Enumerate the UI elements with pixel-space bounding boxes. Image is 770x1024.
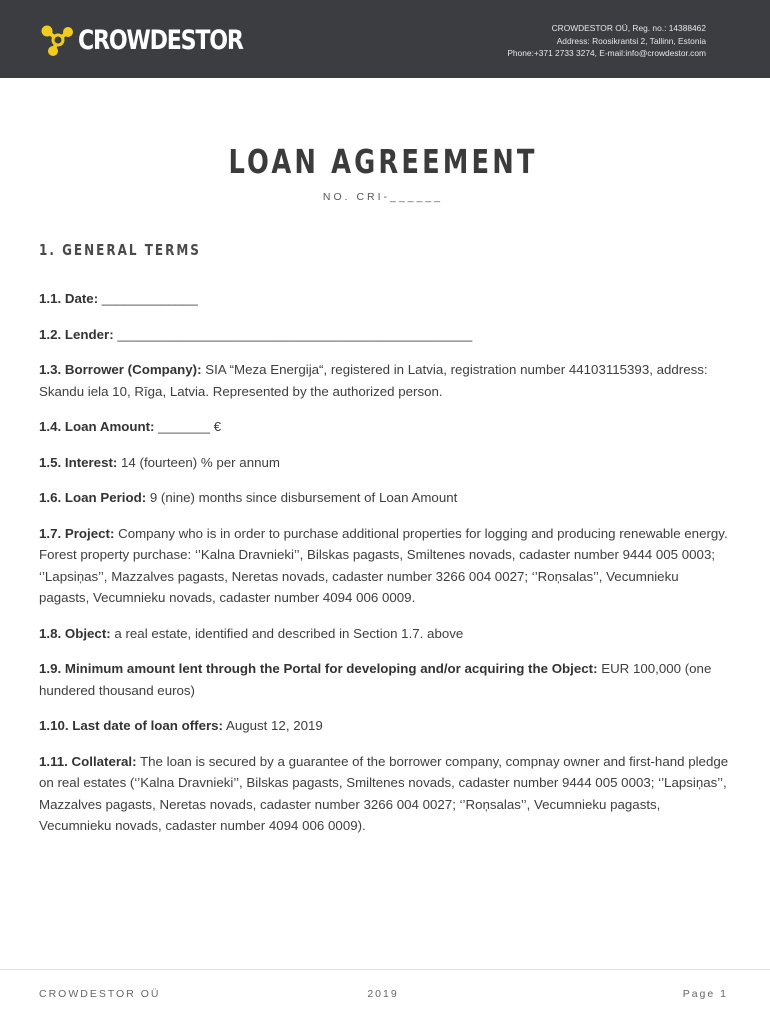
footer-page-number: Page 1 [682, 988, 728, 1000]
page-header [0, 0, 770, 78]
term-text: Company who is in order to purchase additional properties for logging and producing renewable energy. Forest property purchase: ‘’Kalna Dravnieki’’, Bilskas pagasts, Smiltenes novads, cadaster number 9444 005 0003; ‘’Lapsiņas’’, Mazzalves pagasts, Neretas novads, cadaster number 3266 004 0027; ‘’Roņsalas’’, Vecumnieku pagasts, Vecumnieku novads, cadaster number 4094 006 0009. [39, 525, 728, 605]
term-label: 1.4. Loan Amount: [39, 419, 155, 434]
term-loan-period [39, 487, 729, 509]
term-text: August 12, 2019 [222, 718, 323, 733]
molecule-icon [38, 22, 74, 58]
company-address: Address: Roosikrantsi 2, Tallinn, Estonia [556, 35, 706, 46]
term-object [39, 623, 729, 645]
term-label: 1.6. Loan Period: [39, 490, 147, 505]
term-text: _____________ [98, 291, 198, 306]
general-terms-list [39, 288, 729, 851]
term-loan-amount [39, 416, 729, 438]
term-text: a real estate, identified and described in Section 1.7. above [110, 625, 464, 641]
term-text: EUR 100,000 (one hundered thousand euros) [39, 661, 712, 698]
term-label: 1.11. Collateral: [39, 753, 137, 769]
term-label: 1.8. Object: [39, 625, 111, 641]
term-minimum-amount [39, 658, 729, 701]
term-label: 1.2. Lender: [39, 326, 114, 342]
term-lender [39, 324, 729, 346]
logo-text: CROWDESTOR [78, 24, 243, 56]
company-info [507, 22, 706, 60]
term-label: 1.5. Interest: [39, 454, 118, 470]
term-text: _______ € [154, 419, 222, 434]
agreement-number: NO. CRI-______ [322, 191, 444, 203]
document-title: LOAN AGREEMENT [228, 142, 538, 181]
term-collateral [39, 751, 729, 837]
footer-year: 2019 [367, 988, 399, 1000]
term-last-date [39, 715, 729, 737]
term-borrower [39, 359, 729, 402]
term-interest [39, 452, 729, 474]
term-label: 1.1. Date: [39, 291, 99, 306]
term-text: The loan is secured by a guarantee of the borrower company, compnay owner and first-hand pledge on real estates (‘’Kalna Dravnieki’’, Bilskas pagasts, Smiltenes novads, cadaster number 9444 005 0003; ‘’Lapsiņas’’, Mazzalves pagasts, Neretas novads, cadaster number 3266 004 0027; ‘’Roņsalas’’, Vecumnieku pagasts, Vecumnieku novads, cadaster number 4094 006 0009). [39, 753, 729, 833]
term-text: ________________________________________________ [113, 326, 473, 342]
term-label: 1.10. Last date of loan offers: [39, 718, 223, 733]
term-label: 1.9. Minimum amount lent through the Portal for developing and/or acquiring the Object: [39, 661, 598, 676]
term-label: 1.3. Borrower (Company): [39, 362, 202, 377]
footer-divider [0, 969, 770, 970]
term-text: 9 (nine) months since disbursement of Loan Amount [146, 490, 458, 505]
term-project [39, 523, 729, 609]
company-registration: CROWDESTOR OÜ, Reg. no.: 14388462 [551, 23, 706, 33]
section-heading: 1. GENERAL TERMS [39, 241, 201, 259]
term-text: SIA “Meza Energija“, registered in Latvia, registration number 44103115393, address: Skandu iela 10, Rīga, Latvia. Represented by the authorized person. [39, 362, 708, 399]
term-label: 1.7. Project: [39, 525, 115, 541]
company-contact: Phone:+371 2733 3274, E-mail:info@crowdestor.com [507, 48, 706, 58]
footer-company: CROWDESTOR OÜ [39, 988, 161, 1000]
term-text: 14 (fourteen) % per annum [117, 454, 280, 470]
crowdestor-logo [38, 22, 279, 58]
term-date [39, 288, 729, 310]
